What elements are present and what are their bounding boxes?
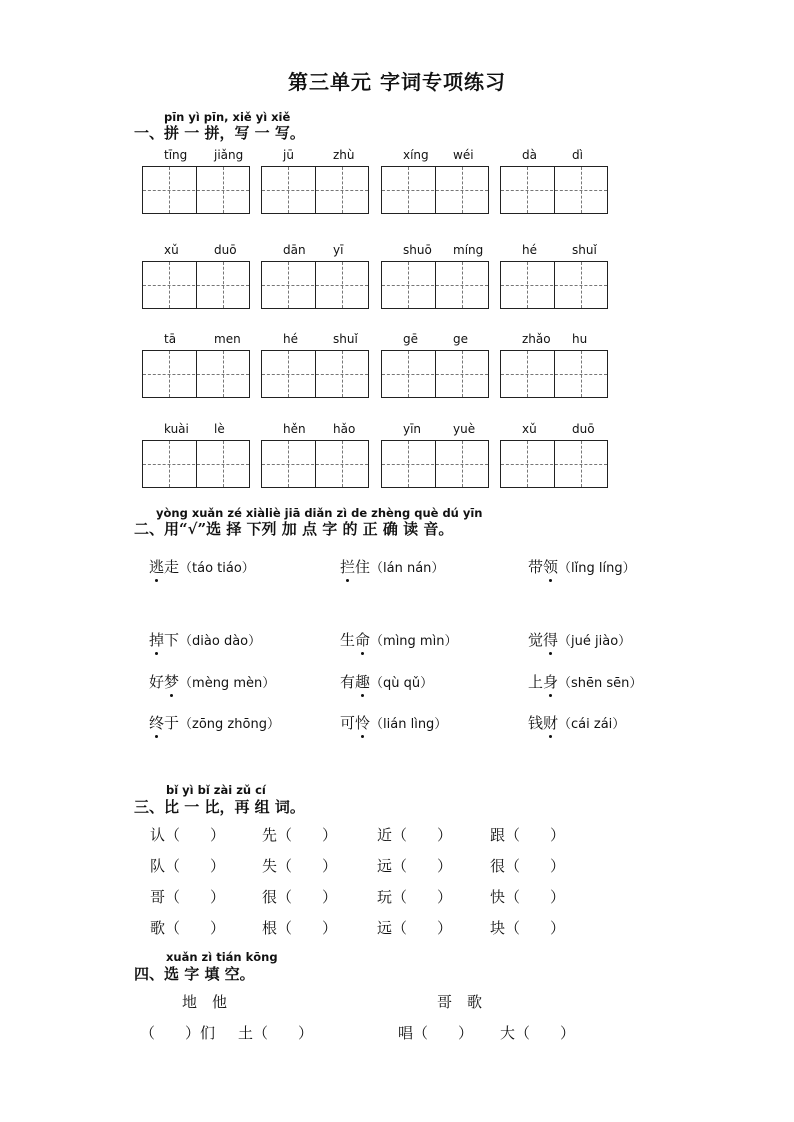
section1-pinyin: pīn yì pīn, xiě yì xiě: [164, 110, 291, 124]
dotted-char: 梦: [164, 673, 180, 691]
writing-grid-box[interactable]: [500, 350, 608, 398]
pronunciation-item[interactable]: [149, 629, 261, 650]
syllable-pinyin: dà: [522, 148, 537, 162]
pronunciation-item[interactable]: [340, 671, 433, 692]
dotted-char: 逃: [149, 558, 165, 576]
word-blank[interactable]: 跟（ ）: [490, 826, 566, 844]
syllable-pinyin: dān: [283, 243, 306, 257]
syllable-pinyin: shuǐ: [333, 332, 358, 346]
syllable-pinyin: men: [214, 332, 241, 346]
word-suffix: 于: [164, 714, 180, 732]
section4-heading: 四、选 字 填 空。: [134, 965, 255, 983]
syllable-pinyin: hěn: [283, 422, 306, 436]
syllable-pinyin: xǔ: [164, 243, 179, 257]
writing-grid-box[interactable]: [261, 166, 369, 214]
word-suffix: 走: [164, 558, 180, 576]
word-blank[interactable]: 很（ ）: [490, 857, 566, 875]
word-prefix: 好: [149, 673, 165, 691]
writing-grid-box[interactable]: [381, 261, 489, 309]
pronunciation-item[interactable]: [528, 629, 631, 650]
word-blank[interactable]: 失（ ）: [262, 857, 338, 875]
syllable-pinyin: gē: [403, 332, 418, 346]
writing-grid-box[interactable]: [142, 166, 250, 214]
syllable-pinyin: wéi: [453, 148, 474, 162]
syllable-pinyin: yī: [333, 243, 344, 257]
dotted-char: 领: [543, 558, 559, 576]
section3-heading: 三、比 一 比，再 组 词。: [134, 798, 305, 816]
writing-grid-box[interactable]: [142, 350, 250, 398]
pronunciation-item[interactable]: [149, 671, 275, 692]
syllable-pinyin: zhù: [333, 148, 355, 162]
syllable-pinyin: shuō: [403, 243, 432, 257]
syllable-pinyin: zhǎo: [522, 332, 551, 346]
word-prefix: 生: [340, 631, 356, 649]
syllable-pinyin: duō: [214, 243, 237, 257]
pronunciation-item[interactable]: [340, 556, 444, 577]
word-blank[interactable]: 根（ ）: [262, 919, 338, 937]
dotted-char: 终: [149, 714, 165, 732]
word-blank[interactable]: 认（ ）: [150, 826, 226, 844]
syllable-pinyin: ge: [453, 332, 468, 346]
word-prefix: 觉: [528, 631, 544, 649]
syllable-pinyin: dì: [572, 148, 583, 162]
syllable-pinyin: duō: [572, 422, 595, 436]
syllable-pinyin: hé: [522, 243, 537, 257]
syllable-pinyin: jiǎng: [214, 148, 244, 162]
word-prefix: 带: [528, 558, 544, 576]
word-blank[interactable]: 玩（ ）: [377, 888, 453, 906]
word-prefix: 可: [340, 714, 356, 732]
page-title: 第三单元 字词专项练习: [288, 70, 506, 94]
choice-chars-right: 哥 歌: [437, 993, 483, 1011]
section1-heading: 一、拼 一 拼，写 一 写。: [134, 124, 305, 142]
pronunciation-item[interactable]: [340, 629, 457, 650]
syllable-pinyin: jū: [283, 148, 294, 162]
writing-grid-box[interactable]: [500, 166, 608, 214]
syllable-pinyin: hu: [572, 332, 588, 346]
section3-pinyin: bǐ yì bǐ zài zǔ cí: [166, 783, 266, 797]
pinyin-options[interactable]: （mìng mìn）: [370, 634, 458, 649]
writing-grid-box[interactable]: [142, 440, 250, 488]
word-blank[interactable]: 远（ ）: [377, 857, 453, 875]
pinyin-options[interactable]: （cái zái）: [558, 717, 626, 732]
fill-blank[interactable]: 土（ ）: [238, 1024, 314, 1042]
syllable-pinyin: tā: [164, 332, 177, 346]
syllable-pinyin: hé: [283, 332, 298, 346]
word-blank[interactable]: 快（ ）: [490, 888, 566, 906]
word-prefix: 有: [340, 673, 356, 691]
choice-chars-left: 地 他: [182, 993, 228, 1011]
word-blank[interactable]: 块（ ）: [490, 919, 566, 937]
writing-grid-box[interactable]: [261, 350, 369, 398]
fill-blank[interactable]: 唱（ ）: [398, 1024, 474, 1042]
syllable-pinyin: xíng: [403, 148, 429, 162]
pronunciation-item[interactable]: [528, 671, 642, 692]
dotted-char: 拦: [340, 558, 356, 576]
word-suffix: 住: [355, 558, 371, 576]
syllable-pinyin: kuài: [164, 422, 189, 436]
pinyin-options[interactable]: （lǐng líng）: [558, 561, 636, 576]
pronunciation-item[interactable]: [149, 556, 255, 577]
syllable-pinyin: xǔ: [522, 422, 537, 436]
word-blank[interactable]: 歌（ ）: [150, 919, 226, 937]
dotted-char: 怜: [355, 714, 371, 732]
pronunciation-item[interactable]: [149, 712, 280, 733]
writing-grid-box[interactable]: [261, 440, 369, 488]
word-prefix: 钱: [528, 714, 544, 732]
syllable-pinyin: míng: [453, 243, 484, 257]
pinyin-options[interactable]: （táo tiáo）: [179, 561, 255, 576]
pinyin-options[interactable]: （jué jiào）: [558, 634, 632, 649]
word-prefix: 上: [528, 673, 544, 691]
syllable-pinyin: lè: [214, 422, 225, 436]
pinyin-options[interactable]: （diào dào）: [179, 634, 262, 649]
writing-grid-box[interactable]: [142, 261, 250, 309]
syllable-pinyin: shuǐ: [572, 243, 597, 257]
section2-heading: 二、用“√”选 择 下列 加 点 字 的 正 确 读 音。: [134, 520, 454, 538]
word-blank[interactable]: 先（ ）: [262, 826, 338, 844]
dotted-char: 趣: [355, 673, 371, 691]
syllable-pinyin: hǎo: [333, 422, 356, 436]
dotted-char: 财: [543, 714, 559, 732]
dotted-char: 得: [543, 631, 559, 649]
pinyin-options[interactable]: （zōng zhōng）: [179, 717, 280, 732]
pinyin-options[interactable]: （lián lìng）: [370, 717, 448, 732]
writing-grid-box[interactable]: [500, 440, 608, 488]
syllable-pinyin: yīn: [403, 422, 422, 436]
section4-pinyin: xuǎn zì tián kōng: [166, 950, 278, 964]
fill-blank[interactable]: （ ）们: [140, 1024, 216, 1042]
dotted-char: 命: [355, 631, 371, 649]
word-blank[interactable]: 很（ ）: [262, 888, 338, 906]
pinyin-options[interactable]: （qù qǔ）: [370, 676, 434, 691]
writing-grid-box[interactable]: [381, 350, 489, 398]
word-blank[interactable]: 队（ ）: [150, 857, 226, 875]
word-blank[interactable]: 近（ ）: [377, 826, 453, 844]
pinyin-options[interactable]: （lán nán）: [370, 561, 445, 576]
dotted-char: 掉: [149, 631, 165, 649]
pronunciation-item[interactable]: [528, 556, 636, 577]
pinyin-options[interactable]: （shēn sēn）: [558, 676, 643, 691]
writing-grid-box[interactable]: [261, 261, 369, 309]
dotted-char: 身: [543, 673, 559, 691]
word-suffix: 下: [164, 631, 180, 649]
writing-grid-box[interactable]: [381, 440, 489, 488]
fill-blank[interactable]: 大（ ）: [500, 1024, 576, 1042]
writing-grid-box[interactable]: [500, 261, 608, 309]
syllable-pinyin: yuè: [453, 422, 476, 436]
word-blank[interactable]: 哥（ ）: [150, 888, 226, 906]
word-blank[interactable]: 远（ ）: [377, 919, 453, 937]
section2-pinyin: yòng xuǎn zé xiàliè jiā diǎn zì de zhèng què dú yīn: [156, 506, 483, 520]
pinyin-options[interactable]: （mèng mèn）: [179, 676, 276, 691]
writing-grid-box[interactable]: [381, 166, 489, 214]
pronunciation-item[interactable]: [528, 712, 625, 733]
syllable-pinyin: tīng: [164, 148, 188, 162]
pronunciation-item[interactable]: [340, 712, 447, 733]
